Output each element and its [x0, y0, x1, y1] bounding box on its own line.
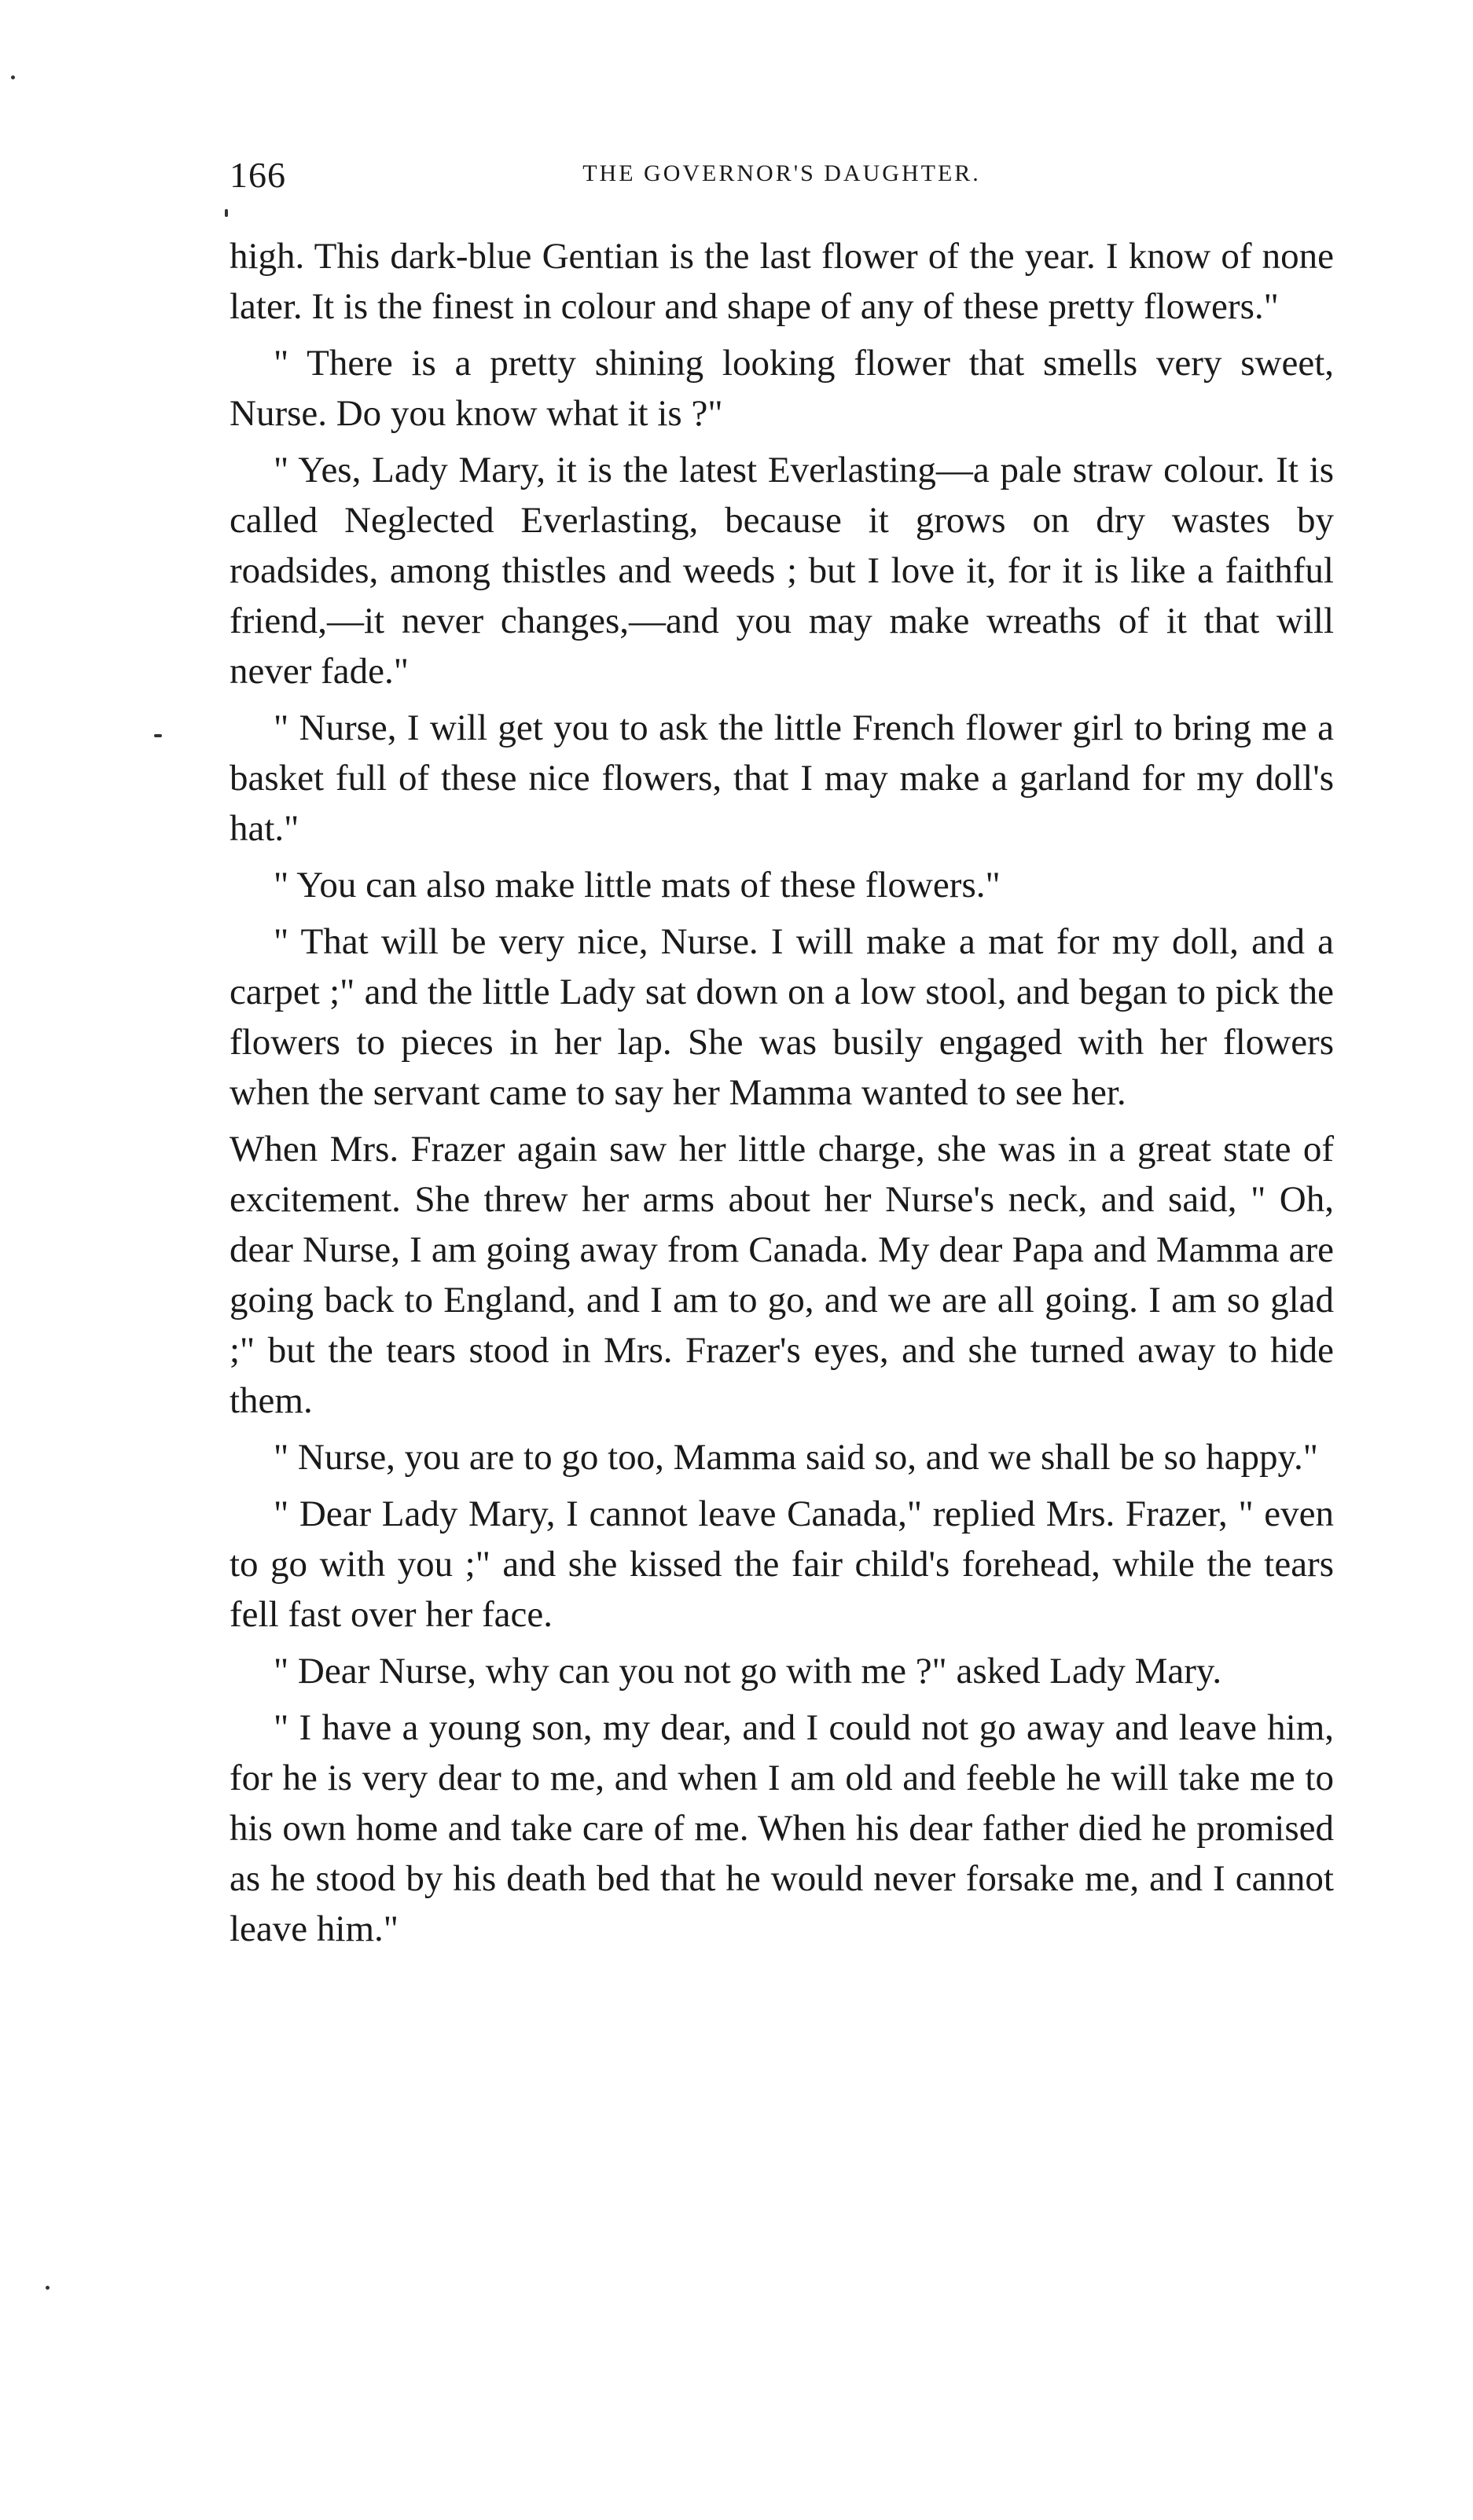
paragraph-nurse-to-go: " Nurse, you are to go too, Mamma said so, and we shall be so happy."	[274, 1437, 1318, 1478]
paragraph-why-not-go: " Dear Nurse, why can you not go with me ?" asked Lady Mary.	[274, 1651, 1222, 1692]
scan-speck	[154, 734, 162, 737]
scan-speck	[46, 2286, 50, 2290]
scan-speck	[225, 209, 228, 217]
paragraph-young-son: " I have a young son, my dear, and I could not go away and leave him, for he is very dear to me, and when I am old and feeble he will take me to his own home and take care of me. When his dear father died he promised as he stood by his death bed that he would never forsake me, and I cannot leave him."	[230, 1707, 1334, 1949]
paragraph-flower-girl-request: " Nurse, I will get you to ask the little French flower girl to bring me a basket full of these nice flowers, that I may make a garland for my doll's hat."	[230, 707, 1334, 849]
page-number: 166	[230, 155, 286, 195]
paragraph-little-mats: " You can also make little mats of these flowers."	[274, 865, 1001, 906]
paragraph-going-away: When Mrs. Frazer again saw her little charge, she was in a great state of excitement. She threw her arms about her Nurse's neck, and said, " Oh, dear Nurse, I am going away from Canada. My dear Papa and Mamma are going back to England, and I am to go, and we are all going. I am so glad ;" but the tears stood in Mrs. Frazer's eyes, and she turned away to hide them.	[230, 1129, 1334, 1421]
body-text	[230, 231, 1334, 1960]
scan-speck	[11, 75, 15, 79]
paragraph-gentian-continuation: high. This dark-blue Gentian is the last flower of the year. I know of none later. It is the finest in colour and shape of any of these pretty flowers."	[230, 236, 1334, 327]
paragraph-shining-flower-question: " There is a pretty shining looking flower that smells very sweet, Nurse. Do you know what it is ?"	[230, 343, 1334, 434]
paragraph-everlasting-answer: " Yes, Lady Mary, it is the latest Everlasting—a pale straw colour. It is called Neglected Everlasting, because it grows on dry wastes by roadsides, among thistles and weeds ; but I love it, for it is like a faithful friend,—it never changes,—and you may make wreaths of it that will never fade."	[230, 450, 1334, 692]
page-header	[230, 154, 1334, 209]
running-head: THE GOVERNOR'S DAUGHTER.	[582, 160, 981, 186]
paragraph-cannot-leave: " Dear Lady Mary, I cannot leave Canada," replied Mrs. Frazer, " even to go with you ;" and she kissed the fair child's forehead, while the tears fell fast over her face.	[230, 1493, 1334, 1635]
paragraph-mat-for-doll: " That will be very nice, Nurse. I will make a mat for my doll, and a carpet ;" and the little Lady sat down on a low stool, and began to pick the flowers to pieces in her lap. She was busily engaged with her flowers when the servant came to say her Mamma wanted to see her.	[230, 921, 1334, 1113]
